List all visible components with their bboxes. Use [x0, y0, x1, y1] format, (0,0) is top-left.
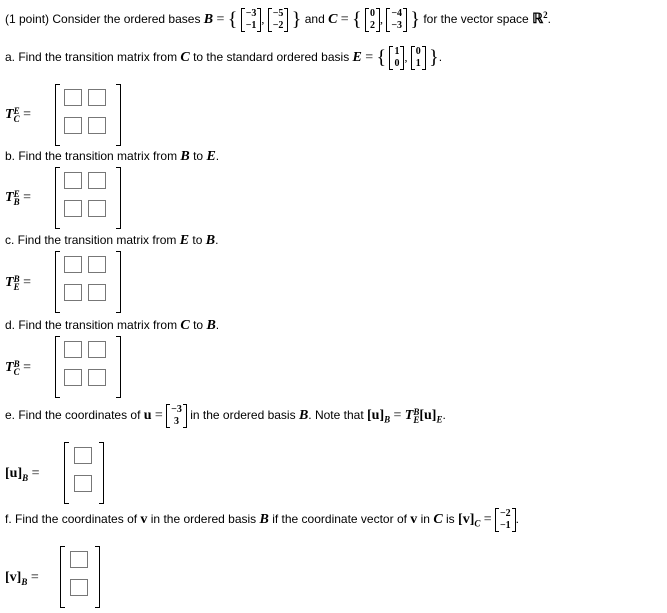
- answer-c-cell-21[interactable]: [64, 284, 82, 301]
- part-b-from: B: [180, 149, 190, 164]
- part-e-note: . Note that: [308, 408, 364, 423]
- answer-b-cell-22[interactable]: [88, 200, 106, 217]
- basis-C-label: C: [328, 12, 338, 28]
- part-b-period: .: [215, 149, 220, 163]
- B-vec1-bottom: −1: [245, 20, 257, 31]
- vc-vector: [495, 508, 516, 532]
- B-vec1-top: −3: [245, 8, 257, 19]
- answer-b-cell-12[interactable]: [88, 172, 106, 189]
- part-d-to-word: to: [193, 318, 204, 332]
- part-f-B: B: [259, 512, 269, 528]
- answer-a-cell-21[interactable]: [64, 117, 82, 134]
- answer-c-T: T: [5, 275, 14, 291]
- formula-lhs-sub: B: [384, 414, 391, 425]
- vc-vec-top: −2: [499, 508, 511, 519]
- answer-a-matrix: [55, 84, 121, 146]
- part-d-question: [5, 318, 219, 334]
- part-c-to: B: [205, 233, 216, 248]
- answer-b-sup: E: [13, 189, 20, 199]
- part-a-to-word: to the standard ordered basis: [193, 50, 350, 65]
- brace-close: }: [291, 8, 302, 31]
- part-e-B: B: [298, 408, 309, 424]
- part-e-question: [5, 404, 446, 428]
- and-text: and: [304, 12, 325, 27]
- part-e-eq: =: [154, 408, 163, 424]
- part-e-in-basis: in the ordered basis: [190, 408, 296, 423]
- answer-a-cell-22[interactable]: [88, 117, 106, 134]
- part-f-C: C: [433, 512, 443, 528]
- C-vec1-bottom: 2: [370, 20, 375, 31]
- part-c-from: E: [179, 233, 190, 248]
- part-b-question: [5, 149, 219, 165]
- answer-d-cell-12[interactable]: [88, 341, 106, 358]
- formula-rhs: [u]: [419, 408, 437, 424]
- formula-T-sub: E: [413, 415, 420, 425]
- part-d-period: .: [215, 318, 220, 332]
- answer-e-cell-1[interactable]: [74, 447, 92, 464]
- answer-e-cell-2[interactable]: [74, 475, 92, 492]
- part-a-period: .: [438, 50, 443, 65]
- u-vec-bottom: 3: [174, 416, 179, 427]
- intro-line: (1 point) Consider the ordered bases B = { −3 −1 , −5 −2 } and C = { 0 2 , −4 −3 } for the vector space ℝ$^2$.: [5, 8, 552, 31]
- answer-f-eq: =: [30, 570, 39, 585]
- answer-f-vector: [60, 546, 100, 608]
- answer-e-eq: =: [31, 466, 40, 481]
- E-vec1-bottom: 0: [394, 58, 400, 69]
- vc-sub: C: [474, 518, 481, 529]
- part-f-is: is: [446, 512, 455, 527]
- answer-c-sup: B: [13, 274, 20, 284]
- answer-b-label: TE B =: [5, 189, 31, 207]
- brace-close-2: }: [410, 8, 420, 31]
- answer-a-T: T: [5, 107, 14, 123]
- C-vector-2: [386, 8, 407, 32]
- part-f-if-text: if the coordinate vector of: [272, 512, 407, 527]
- answer-c-cell-12[interactable]: [88, 256, 106, 273]
- vc-eq: =: [483, 512, 492, 528]
- part-f-text: f. Find the coordinates of: [5, 512, 138, 527]
- answer-f-cell-1[interactable]: [70, 551, 88, 568]
- vc-label: [v]: [458, 512, 475, 528]
- answer-a-sup: E: [13, 106, 20, 116]
- C-vec1-top: 0: [370, 8, 375, 19]
- part-c-question: [5, 233, 218, 249]
- answer-e-label: [5, 466, 40, 483]
- B-vec2-bottom: −2: [272, 20, 284, 31]
- part-e-period: .: [442, 408, 446, 423]
- E-vec1-top: 1: [394, 46, 400, 57]
- answer-c-matrix: [55, 251, 121, 313]
- intro-period: .: [547, 12, 552, 27]
- answer-a-cell-11[interactable]: [64, 89, 82, 106]
- part-b-to-word: to: [193, 149, 204, 163]
- part-f-in: in: [420, 512, 430, 527]
- answer-a-sub: C: [13, 114, 20, 124]
- answer-b-T: T: [5, 190, 14, 206]
- R-symbol: ℝ: [532, 12, 544, 28]
- answer-a-label: TE C =: [5, 106, 31, 124]
- part-c-text: c. Find the transition matrix from: [5, 233, 177, 247]
- answer-c-cell-22[interactable]: [88, 284, 106, 301]
- brace-open: {: [227, 8, 238, 31]
- part-f-in-basis: in the ordered basis: [150, 512, 257, 527]
- basis-B-label: B: [203, 12, 214, 28]
- answer-d-matrix: [55, 336, 121, 398]
- part-f-period: .: [515, 512, 520, 527]
- part-f-v: v: [140, 512, 148, 528]
- intro-text: (1 point) Consider the ordered bases: [5, 12, 201, 27]
- B-vector-1: [241, 8, 262, 32]
- C-vec2-bottom: −3: [391, 20, 403, 31]
- part-d-text: d. Find the transition matrix from: [5, 318, 178, 332]
- part-a-from: C: [180, 50, 190, 66]
- part-d-to: B: [206, 318, 216, 333]
- answer-e-sub: B: [22, 472, 29, 483]
- vc-vec-bottom: −1: [499, 520, 511, 531]
- part-c-to-word: to: [192, 233, 203, 247]
- answer-b-matrix: [55, 167, 121, 229]
- part-b-to: E: [206, 149, 216, 164]
- answer-b-cell-11[interactable]: [64, 172, 82, 189]
- E-vector-1: [389, 46, 404, 70]
- part-d-from: C: [180, 318, 190, 333]
- answer-d-sup: B: [13, 359, 20, 369]
- answer-a-cell-12[interactable]: [88, 89, 106, 106]
- u-vec-top: −3: [171, 404, 182, 415]
- answer-f-label: [5, 570, 39, 587]
- answer-e-vector: [64, 442, 104, 504]
- eq-sign: =: [216, 12, 225, 28]
- answer-c-sub: E: [13, 282, 20, 292]
- part-f-v2: v: [410, 512, 418, 528]
- C-vec2-top: −4: [391, 8, 403, 19]
- answer-b-cell-21[interactable]: [64, 200, 82, 217]
- R-exponent: 2: [543, 10, 548, 21]
- formula-lhs: [u]: [367, 408, 385, 424]
- answer-d-cell-11[interactable]: [64, 341, 82, 358]
- answer-c-label: TB E =: [5, 274, 31, 292]
- part-a-brace-close: }: [429, 46, 439, 69]
- answer-d-cell-22[interactable]: [88, 369, 106, 386]
- part-f-question: [5, 508, 519, 532]
- eq-sign-2: =: [340, 12, 349, 28]
- formula-T-sup: B: [413, 407, 420, 417]
- answer-b-sub: B: [13, 197, 20, 207]
- part-a-brace-open: {: [376, 46, 387, 69]
- answer-d-T: T: [5, 360, 14, 376]
- E-vec2-bottom: 1: [415, 58, 421, 69]
- answer-f-cell-2[interactable]: [70, 579, 88, 596]
- formula-rhs-sub: E: [436, 414, 443, 425]
- answer-e-u: [u]: [5, 466, 23, 481]
- answer-f-v: [v]: [5, 570, 22, 585]
- answer-d-sub: C: [13, 367, 20, 377]
- part-b-text: b. Find the transition matrix from: [5, 149, 178, 163]
- part-a-question: a. Find the transition matrix from C to the standard ordered basis E = { 1 0 , 0 1 }.: [5, 46, 443, 69]
- u-vector: [166, 404, 187, 428]
- part-a-E: E: [352, 50, 362, 66]
- answer-d-cell-21[interactable]: [64, 369, 82, 386]
- brace-open-2: {: [352, 8, 362, 31]
- part-e-text: e. Find the coordinates of: [5, 408, 141, 423]
- B-vec2-top: −5: [272, 8, 284, 19]
- part-a-eq: =: [365, 50, 374, 66]
- E-vector-2: [411, 46, 426, 70]
- B-vector-2: [268, 8, 289, 32]
- answer-f-sub: B: [21, 576, 28, 587]
- for-space-text: for the vector space: [423, 12, 529, 27]
- E-vec2-top: 0: [415, 46, 421, 57]
- formula-eq: =: [393, 408, 402, 424]
- answer-c-cell-11[interactable]: [64, 256, 82, 273]
- part-a-text: a. Find the transition matrix from: [5, 50, 178, 65]
- answer-d-label: TB C =: [5, 359, 31, 377]
- part-c-period: .: [215, 233, 219, 247]
- part-e-u: u: [143, 408, 152, 424]
- C-vector-1: [365, 8, 380, 32]
- formula-T: T: [404, 408, 414, 424]
